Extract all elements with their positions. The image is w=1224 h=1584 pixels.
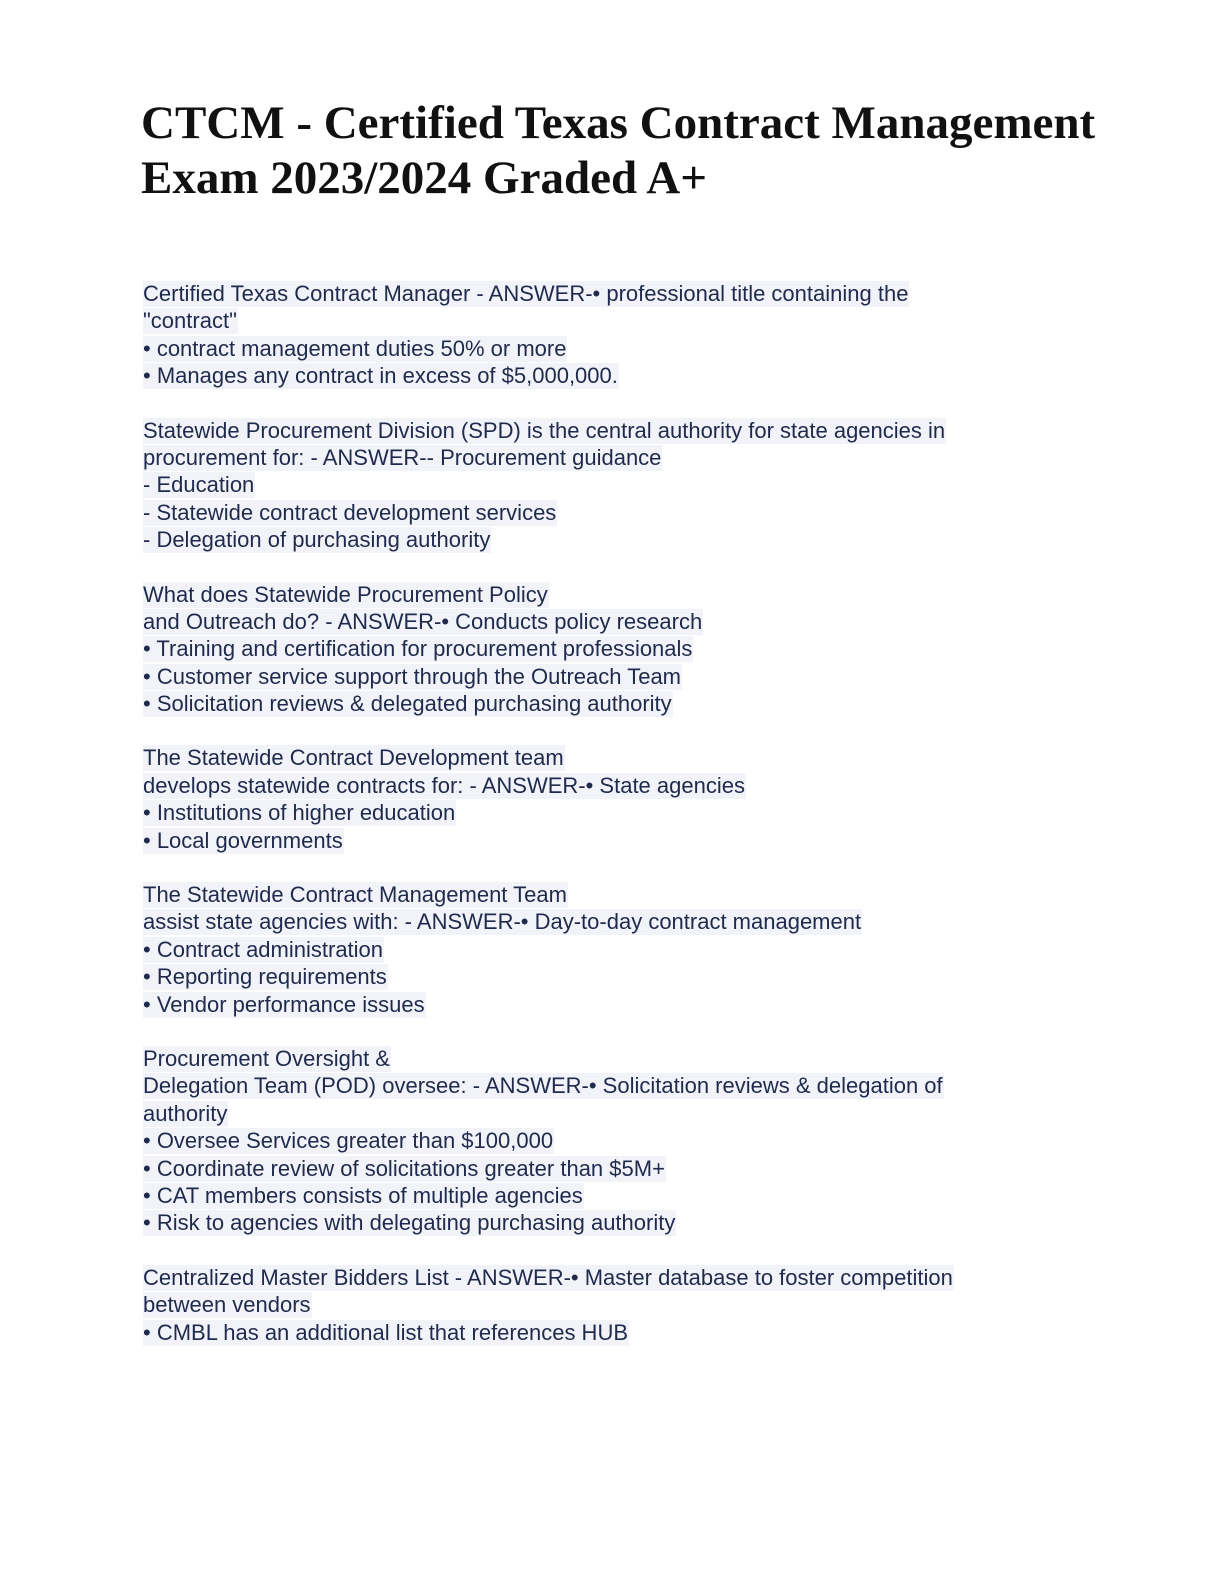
- qa-entry: [143, 417, 1143, 554]
- qa-line: • Manages any contract in excess of $5,000,000.: [143, 363, 618, 389]
- qa-line: • CMBL has an additional list that references HUB: [143, 1319, 629, 1345]
- qa-line: - Education: [143, 472, 255, 498]
- qa-line: • Customer service support through the Outreach Team: [143, 663, 682, 689]
- qa-line: - Delegation of purchasing authority: [143, 527, 491, 553]
- qa-line: develops statewide contracts for: - ANSWER-• State agencies: [143, 772, 745, 798]
- qa-line: - Statewide contract development services: [143, 499, 557, 525]
- qa-line: • contract management duties 50% or more: [143, 335, 567, 361]
- qa-line: The Statewide Contract Management Team: [143, 882, 567, 908]
- qa-line: Delegation Team (POD) oversee: - ANSWER-• Solicitation reviews & delegation of: [143, 1073, 943, 1099]
- qa-entry: [143, 581, 1143, 718]
- document-title: [141, 96, 1141, 206]
- qa-line: Statewide Procurement Division (SPD) is the central authority for state agencies in: [143, 417, 946, 443]
- qa-line: and Outreach do? - ANSWER-• Conducts policy research: [143, 608, 703, 634]
- qa-line: "contract": [143, 308, 237, 334]
- qa-line: Procurement Oversight &: [143, 1045, 390, 1071]
- qa-entry: [143, 280, 1143, 390]
- qa-line: • Vendor performance issues: [143, 991, 425, 1017]
- qa-entry: [143, 1045, 1143, 1237]
- qa-line: • Contract administration: [143, 936, 384, 962]
- document-title-line: Exam 2023/2024 Graded A+: [141, 152, 707, 204]
- qa-entry: [143, 744, 1143, 854]
- qa-line: between vendors: [143, 1292, 311, 1318]
- qa-line: • Risk to agencies with delegating purchasing authority: [143, 1210, 676, 1236]
- document-title-line: CTCM - Certified Texas Contract Management: [141, 97, 1096, 149]
- qa-content: [143, 280, 1143, 1373]
- qa-line: The Statewide Contract Development team: [143, 745, 564, 771]
- qa-line: authority: [143, 1100, 228, 1126]
- qa-line: What does Statewide Procurement Policy: [143, 581, 548, 607]
- qa-entry: [143, 1264, 1143, 1346]
- qa-line: • Local governments: [143, 827, 343, 853]
- qa-line: • Oversee Services greater than $100,000: [143, 1128, 554, 1154]
- qa-line: • Reporting requirements: [143, 964, 387, 990]
- qa-entry: [143, 881, 1143, 1018]
- qa-line: assist state agencies with: - ANSWER-• Day-to-day contract management: [143, 909, 862, 935]
- qa-line: • Institutions of higher education: [143, 800, 456, 826]
- qa-line: procurement for: - ANSWER-- Procurement guidance: [143, 444, 662, 470]
- qa-line: • Training and certification for procurement professionals: [143, 636, 693, 662]
- qa-line: • Coordinate review of solicitations greater than $5M+: [143, 1155, 665, 1181]
- qa-line: • Solicitation reviews & delegated purchasing authority: [143, 691, 672, 717]
- qa-line: Certified Texas Contract Manager - ANSWER-• professional title containing the: [143, 281, 909, 306]
- qa-line: Centralized Master Bidders List - ANSWER-• Master database to foster competition: [143, 1264, 953, 1290]
- qa-line: • CAT members consists of multiple agencies: [143, 1182, 583, 1208]
